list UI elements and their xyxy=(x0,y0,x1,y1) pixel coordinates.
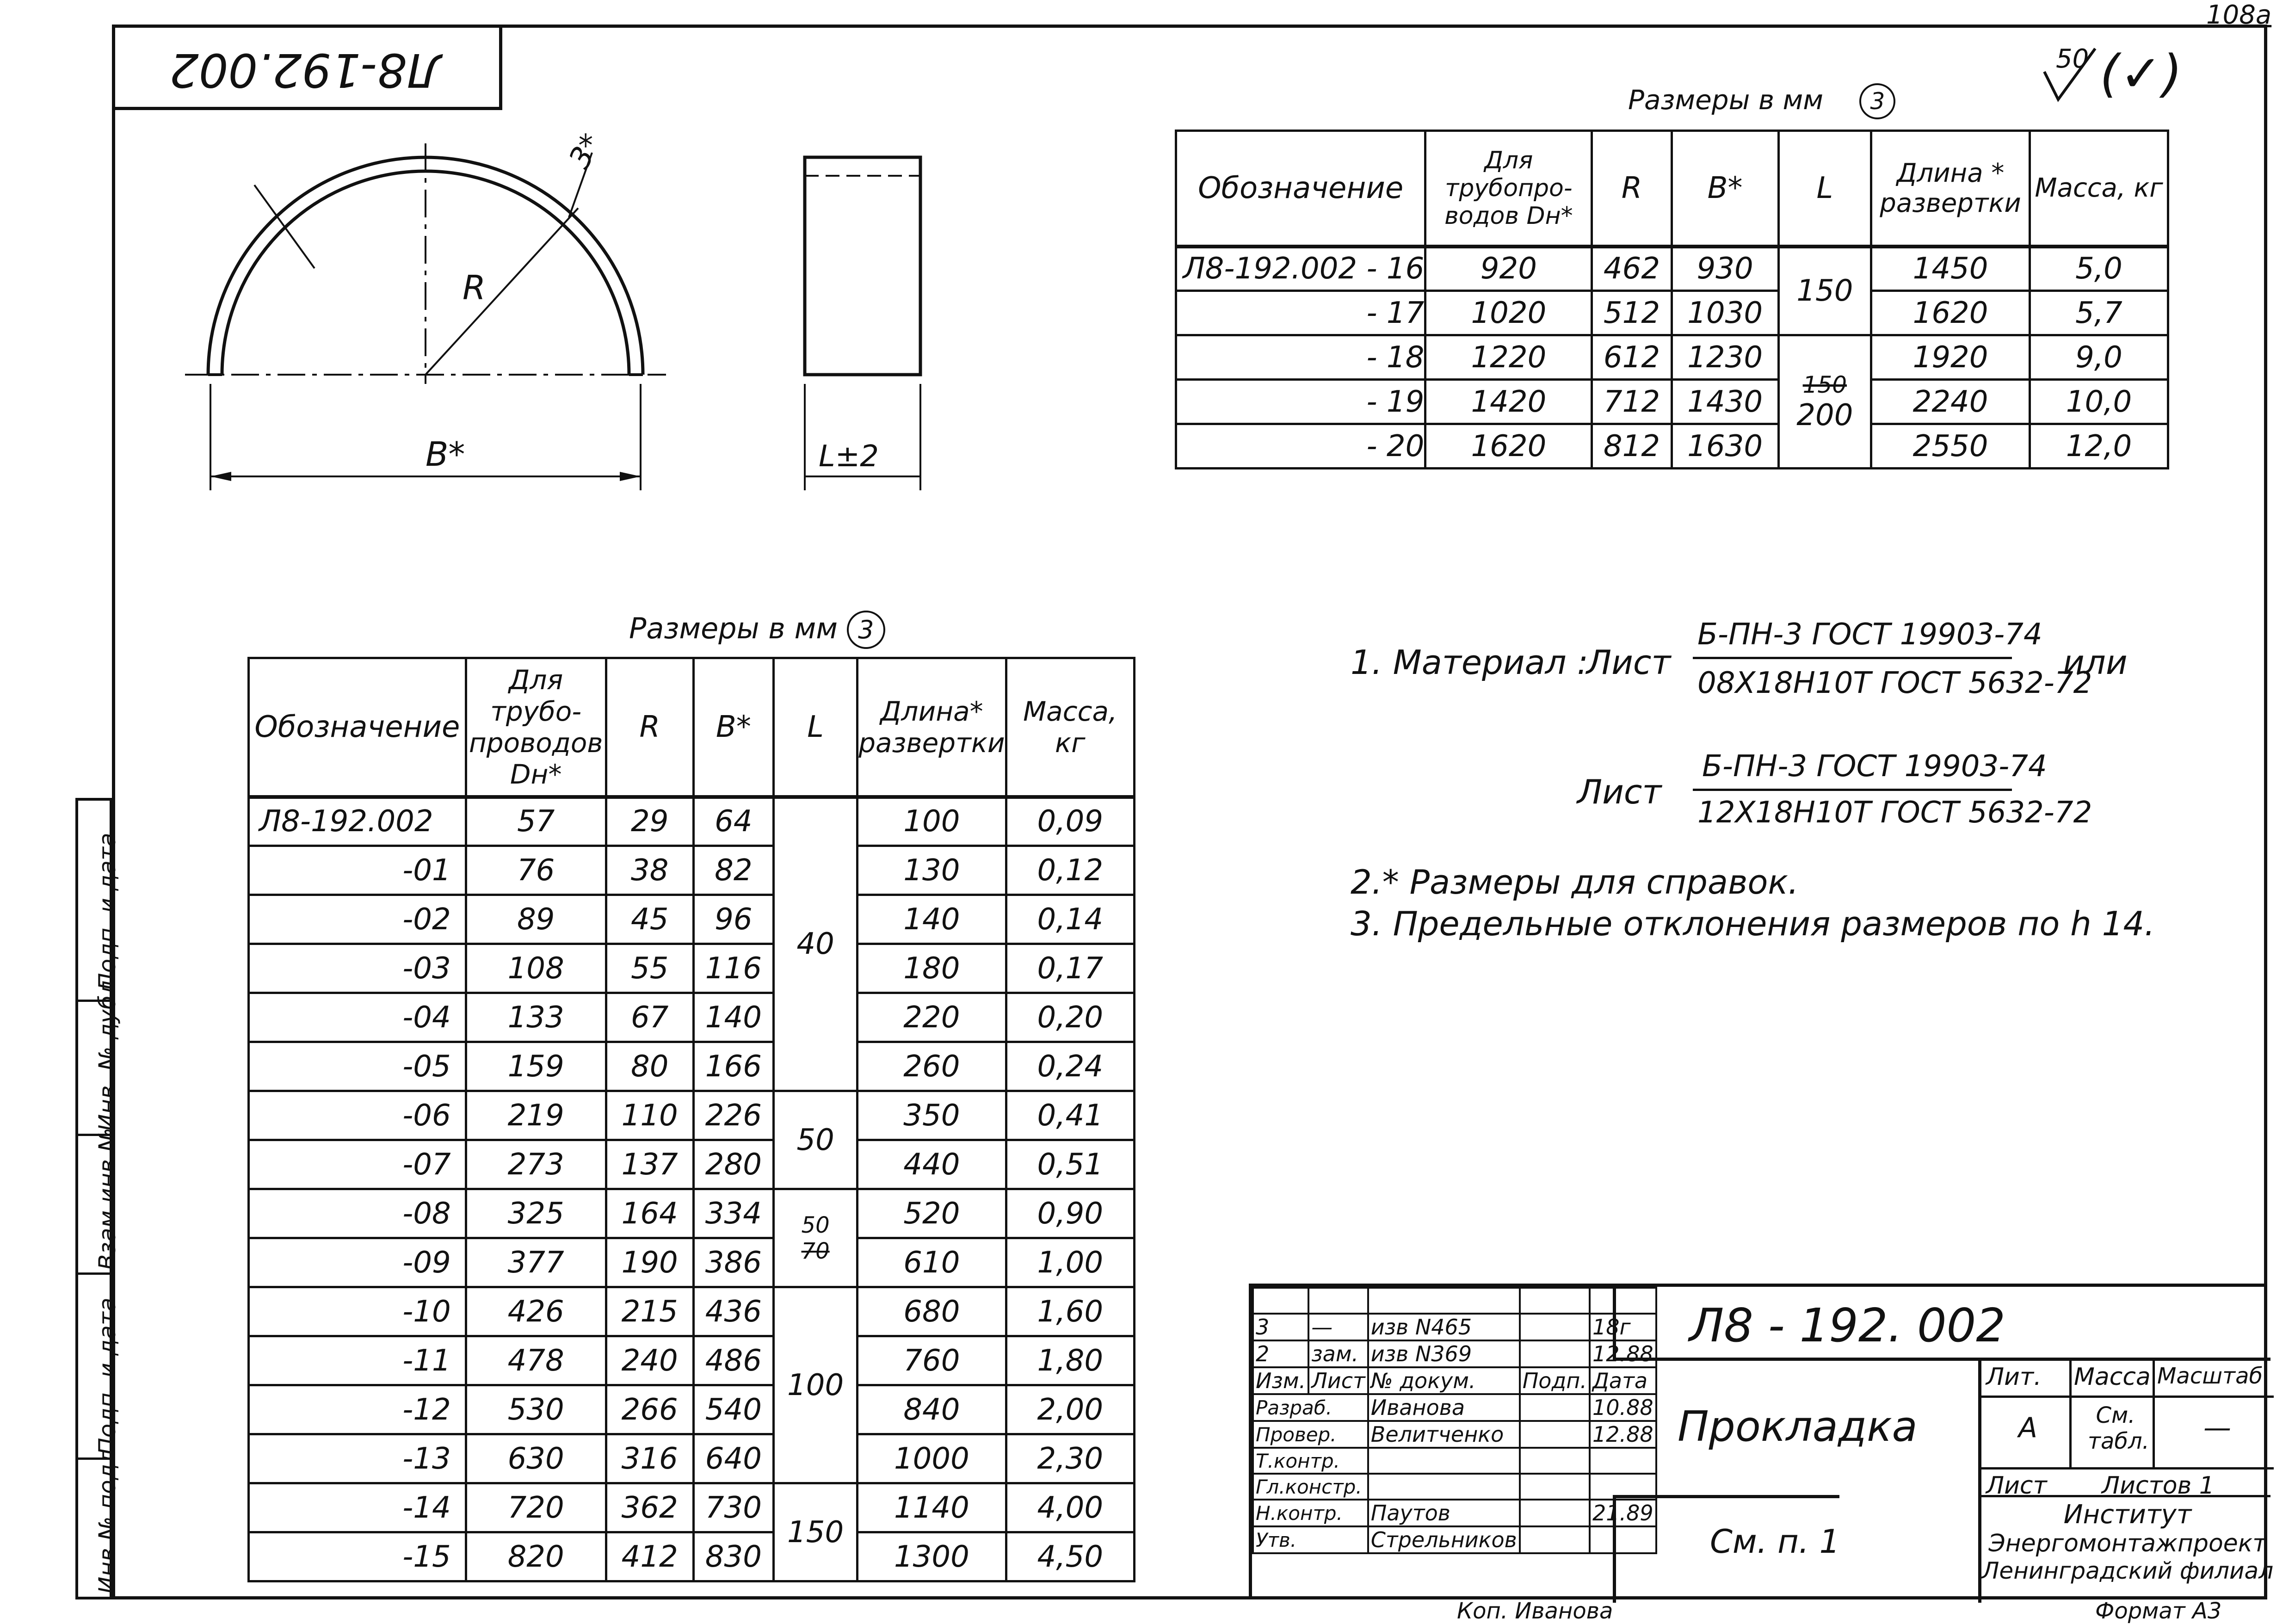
designation-cell: -07 xyxy=(249,1140,466,1189)
page-number: 108a xyxy=(2206,0,2272,30)
label-r: R xyxy=(463,268,486,307)
dn-cell: 219 xyxy=(466,1091,606,1140)
mass-cell: 0,12 xyxy=(1006,846,1134,895)
length-cell: 440 xyxy=(858,1140,1006,1189)
table-row xyxy=(249,1434,1135,1483)
b-cell: 730 xyxy=(693,1483,773,1532)
revision-cell xyxy=(1253,1288,1308,1314)
designation-cell: -12 xyxy=(249,1385,466,1434)
designation-cell: - 17 xyxy=(1176,291,1425,335)
table-top-caption xyxy=(1628,83,1895,119)
mass-value: См. табл. xyxy=(2088,1402,2149,1454)
table-main-caption xyxy=(629,611,885,649)
length-cell: 840 xyxy=(858,1385,1006,1434)
revision-cell xyxy=(1520,1448,1590,1474)
sb-text-0: Инв № подл. xyxy=(94,1441,121,1594)
title-code: Л8 - 192. 002 xyxy=(1689,1298,2005,1352)
l-cell xyxy=(774,1189,858,1287)
r-cell: 67 xyxy=(606,993,693,1042)
table-main xyxy=(247,657,1135,1582)
length-cell: 1920 xyxy=(1871,335,2030,380)
sb-text-1: Подп. и дата xyxy=(94,1297,121,1455)
table-row xyxy=(249,993,1135,1042)
note-1-prefix: 1. Материал : xyxy=(1351,643,1588,682)
b-cell: 96 xyxy=(693,895,773,944)
th-b: B* xyxy=(1672,131,1778,247)
dn-cell: 377 xyxy=(466,1238,606,1287)
r-cell: 412 xyxy=(606,1532,693,1581)
mass-cell: 12,0 xyxy=(2030,424,2168,469)
th-r: R xyxy=(1592,131,1672,247)
b-cell: 140 xyxy=(693,993,773,1042)
mass-cell: 2,30 xyxy=(1006,1434,1134,1483)
scale-value: — xyxy=(2203,1412,2231,1444)
sb-cell-5 xyxy=(78,1441,121,1596)
top-left-code: Л8-192.002 xyxy=(169,43,442,97)
lit-header: Лит. xyxy=(1986,1363,2042,1391)
l-cell: 50 xyxy=(774,1091,858,1189)
length-cell: 180 xyxy=(858,944,1006,993)
designation-cell: -01 xyxy=(249,846,466,895)
revision-cell: Изм. xyxy=(1253,1367,1308,1394)
org-line-3: Ленинградский филиал xyxy=(1981,1557,2274,1584)
table-row xyxy=(1176,291,2168,335)
dn-cell: 478 xyxy=(466,1336,606,1385)
revision-cell xyxy=(1520,1394,1590,1421)
b-cell: 166 xyxy=(693,1042,773,1091)
th-dn: Для трубопро-водов Dн* xyxy=(1425,131,1592,247)
sb-cell-3 xyxy=(78,1128,121,1272)
r-cell: 812 xyxy=(1592,424,1672,469)
revision-cell: № докум. xyxy=(1368,1367,1520,1394)
r-cell: 266 xyxy=(606,1385,693,1434)
material-1-top: Б-ПН-3 ГОСТ 19903-74 xyxy=(1697,617,2042,652)
label-l: L±2 xyxy=(819,439,879,474)
b-cell: 386 xyxy=(693,1238,773,1287)
title-name: Прокладка xyxy=(1678,1402,1918,1451)
dn-cell: 1220 xyxy=(1425,335,1592,380)
mass-cell: 10,0 xyxy=(2030,380,2168,424)
table-row xyxy=(1176,247,2168,291)
mass-cell: 9,0 xyxy=(2030,335,2168,380)
roughness-symbol xyxy=(2040,44,2202,113)
revision-cell: Т.контр. xyxy=(1253,1448,1368,1474)
revision-cell xyxy=(1520,1500,1590,1526)
length-cell: 260 xyxy=(858,1042,1006,1091)
table-row xyxy=(249,1189,1135,1238)
r-cell: 110 xyxy=(606,1091,693,1140)
scale-header: Масштаб xyxy=(2157,1363,2263,1389)
b-cell: 1230 xyxy=(1672,335,1778,380)
revision-cell: Стрельников xyxy=(1368,1526,1520,1553)
dn-cell: 76 xyxy=(466,846,606,895)
table-row xyxy=(249,1042,1135,1091)
table-row xyxy=(249,1140,1135,1189)
length-cell: 520 xyxy=(858,1189,1006,1238)
lit-v1 xyxy=(2069,1361,2072,1467)
table-row xyxy=(1176,335,2168,380)
r-cell: 362 xyxy=(606,1483,693,1532)
designation-cell: -02 xyxy=(249,895,466,944)
dn-cell: 159 xyxy=(466,1042,606,1091)
mass-cell: 1,60 xyxy=(1006,1287,1134,1336)
length-cell: 1450 xyxy=(1871,247,2030,291)
revision-cell: 12.88 xyxy=(1590,1421,1656,1448)
dn-cell: 325 xyxy=(466,1189,606,1238)
designation-cell: - 18 xyxy=(1176,335,1425,380)
dn-cell: 273 xyxy=(466,1140,606,1189)
l-cell: 100 xyxy=(774,1287,858,1483)
lit-v2 xyxy=(2153,1361,2155,1467)
mass-cell: 0,51 xyxy=(1006,1140,1134,1189)
org-line-1: Институт xyxy=(2063,1500,2192,1530)
th-length: Длина * развертки xyxy=(1871,131,2030,247)
length-cell: 680 xyxy=(858,1287,1006,1336)
revision-cell xyxy=(1520,1526,1590,1553)
copied-by: Коп. Иванова xyxy=(1457,1598,1613,1624)
revision-cell xyxy=(1520,1421,1590,1448)
designation-cell: -04 xyxy=(249,993,466,1042)
length-cell: 1620 xyxy=(1871,291,2030,335)
mass-cell: 0,41 xyxy=(1006,1091,1134,1140)
l-cell xyxy=(1778,335,1871,469)
b-cell: 1430 xyxy=(1672,380,1778,424)
top-left-code-box xyxy=(112,25,502,110)
revision-cell: Провер. xyxy=(1253,1421,1368,1448)
designation-cell: -14 xyxy=(249,1483,466,1532)
revision-row xyxy=(1253,1448,1656,1474)
th-mass: Масса, кг xyxy=(2030,131,2168,247)
note-3: 3. Предельные отклонения размеров по h 14. xyxy=(1351,904,2155,943)
revision-row-blank xyxy=(1253,1288,1656,1314)
l-cell: 150 xyxy=(1778,247,1871,335)
title-see: См. п. 1 xyxy=(1710,1523,1840,1561)
table-row xyxy=(1176,424,2168,469)
length-cell: 2240 xyxy=(1871,380,2030,424)
mass-cell: 0,90 xyxy=(1006,1189,1134,1238)
revision-cell xyxy=(1308,1288,1368,1314)
dn-cell: 630 xyxy=(466,1434,606,1483)
table-row xyxy=(249,1385,1135,1434)
mass-cell: 4,50 xyxy=(1006,1532,1134,1581)
revision-cell: Разраб. xyxy=(1253,1394,1368,1421)
org-cell xyxy=(1978,1495,2274,1603)
length-cell: 1000 xyxy=(858,1434,1006,1483)
dn-cell: 108 xyxy=(466,944,606,993)
l-value-struck: 70 xyxy=(801,1238,830,1264)
revision-cell xyxy=(1520,1314,1590,1340)
dn-cell: 920 xyxy=(1425,247,1592,291)
b-cell: 334 xyxy=(693,1189,773,1238)
designation-cell: -10 xyxy=(249,1287,466,1336)
th-l: L xyxy=(1778,131,1871,247)
revision-cell: — xyxy=(1308,1314,1368,1340)
l-cell: 40 xyxy=(774,797,858,1091)
mass-cell: 5,0 xyxy=(2030,247,2168,291)
b-cell: 540 xyxy=(693,1385,773,1434)
length-cell: 610 xyxy=(858,1238,1006,1287)
revision-cell: Подп. xyxy=(1520,1367,1590,1394)
r-cell: 316 xyxy=(606,1434,693,1483)
designation-cell: - 19 xyxy=(1176,380,1425,424)
r-cell: 29 xyxy=(606,797,693,846)
revision-row xyxy=(1253,1421,1656,1448)
revision-cell xyxy=(1368,1288,1520,1314)
designation-cell: Л8-192.002 xyxy=(249,797,466,846)
lit-hline-2 xyxy=(1981,1467,2274,1470)
length-cell: 140 xyxy=(858,895,1006,944)
l-value: 200 xyxy=(1796,398,1853,432)
revision-cell: Гл.констр. xyxy=(1253,1474,1368,1500)
revision-cell: зам. xyxy=(1308,1340,1368,1367)
length-cell: 220 xyxy=(858,993,1006,1042)
dn-cell: 89 xyxy=(466,895,606,944)
th-designation: Обозначение xyxy=(1176,131,1425,247)
roughness-value: 50 xyxy=(2056,44,2089,74)
thm-length: Длина* развертки xyxy=(858,658,1006,797)
thm-mass: Масса, кг xyxy=(1006,658,1134,797)
revision-cell: Дата xyxy=(1590,1367,1656,1394)
lit-grid xyxy=(1978,1361,2270,1500)
l-value-struck: 150 xyxy=(1802,371,1847,398)
r-cell: 55 xyxy=(606,944,693,993)
table-row xyxy=(249,1091,1135,1140)
left-sidebar xyxy=(75,798,121,1599)
thm-dn: Для трубо-проводов Dн* xyxy=(466,658,606,797)
revision-cell: изв N369 xyxy=(1368,1340,1520,1367)
dn-cell: 720 xyxy=(466,1483,606,1532)
material-1-bottom: 08Х18Н10Т ГОСТ 5632-72 xyxy=(1697,666,2092,700)
r-cell: 137 xyxy=(606,1140,693,1189)
thm-b: B* xyxy=(693,658,773,797)
table-row xyxy=(249,1532,1135,1581)
l-value: 50 xyxy=(801,1212,830,1238)
table-row xyxy=(249,1238,1135,1287)
length-cell: 350 xyxy=(858,1091,1006,1140)
revision-cell: 2 xyxy=(1253,1340,1308,1367)
b-cell: 226 xyxy=(693,1091,773,1140)
sb-text-4: Подп. и дата xyxy=(94,833,121,990)
r-cell: 240 xyxy=(606,1336,693,1385)
revision-row xyxy=(1253,1367,1656,1394)
b-cell: 116 xyxy=(693,944,773,993)
revision-cell: 3 xyxy=(1253,1314,1308,1340)
sb-text-2: Взам.инв.№ xyxy=(94,1128,121,1270)
table-row xyxy=(249,1287,1135,1336)
roughness-check: (✓) xyxy=(2100,44,2182,103)
sheet-label: Лист xyxy=(1986,1472,2047,1500)
b-cell: 640 xyxy=(693,1434,773,1483)
revision-row xyxy=(1253,1394,1656,1421)
thm-r: R xyxy=(606,658,693,797)
revision-cell: Велитченко xyxy=(1368,1421,1520,1448)
r-cell: 38 xyxy=(606,846,693,895)
length-cell: 100 xyxy=(858,797,1006,846)
table-top-caption-mark: 3 xyxy=(1859,83,1895,119)
lit-value: А xyxy=(2018,1412,2038,1444)
b-cell: 830 xyxy=(693,1532,773,1581)
l-cell: 150 xyxy=(774,1483,858,1581)
note-or: или xyxy=(2063,643,2128,682)
designation-cell: -13 xyxy=(249,1434,466,1483)
revision-cell: 10.88 xyxy=(1590,1394,1656,1421)
mass-cell: 0,14 xyxy=(1006,895,1134,944)
b-cell: 64 xyxy=(693,797,773,846)
r-cell: 462 xyxy=(1592,247,1672,291)
length-cell: 1300 xyxy=(858,1532,1006,1581)
revision-cell xyxy=(1520,1474,1590,1500)
material-2-bottom: 12Х18Н10Т ГОСТ 5632-72 xyxy=(1697,796,2092,830)
title-code-cell xyxy=(1613,1287,2270,1361)
table-row xyxy=(249,1483,1135,1532)
label-3: 3* xyxy=(562,128,609,174)
table-row xyxy=(249,797,1135,846)
material-2-top: Б-ПН-3 ГОСТ 19903-74 xyxy=(1702,749,2047,784)
designation-cell: -05 xyxy=(249,1042,466,1091)
revision-cell: 18г xyxy=(1590,1314,1656,1340)
mass-cell: 0,24 xyxy=(1006,1042,1134,1091)
b-cell: 436 xyxy=(693,1287,773,1336)
revision-cell: 21.89 xyxy=(1590,1500,1656,1526)
b-cell: 486 xyxy=(693,1336,773,1385)
title-block xyxy=(1249,1284,2274,1599)
note-2: 2.* Размеры для справок. xyxy=(1351,863,1799,902)
table-top-caption-text: Размеры в мм xyxy=(1628,84,1823,116)
r-cell: 712 xyxy=(1592,380,1672,424)
dn-cell: 426 xyxy=(466,1287,606,1336)
b-cell: 280 xyxy=(693,1140,773,1189)
sb-text-3: Инв. № дубл. xyxy=(94,973,121,1131)
r-cell: 45 xyxy=(606,895,693,944)
sb-cell-4 xyxy=(78,1272,121,1457)
designation-cell: -08 xyxy=(249,1189,466,1238)
revision-cell: Иванова xyxy=(1368,1394,1520,1421)
length-cell: 760 xyxy=(858,1336,1006,1385)
length-cell: 1140 xyxy=(858,1483,1006,1532)
dn-cell: 1020 xyxy=(1425,291,1592,335)
dn-cell: 820 xyxy=(466,1532,606,1581)
r-cell: 612 xyxy=(1592,335,1672,380)
mass-cell: 2,00 xyxy=(1006,1385,1134,1434)
revision-row xyxy=(1253,1340,1656,1367)
revision-cell: Утв. xyxy=(1253,1526,1368,1553)
r-cell: 215 xyxy=(606,1287,693,1336)
revision-row xyxy=(1253,1500,1656,1526)
b-cell: 1030 xyxy=(1672,291,1778,335)
designation-cell: Л8-192.002 - 16 xyxy=(1176,247,1425,291)
table-row xyxy=(249,895,1135,944)
dn-cell: 1620 xyxy=(1425,424,1592,469)
revision-cell xyxy=(1520,1340,1590,1367)
mass-cell: 1,80 xyxy=(1006,1336,1134,1385)
table-top xyxy=(1175,130,2169,469)
table-row xyxy=(249,846,1135,895)
sb-cell-2 xyxy=(78,973,121,1134)
mass-cell: 4,00 xyxy=(1006,1483,1134,1532)
mass-cell: 0,20 xyxy=(1006,993,1134,1042)
revision-cell: 12.88 xyxy=(1590,1340,1656,1367)
note-1b-sheet: Лист xyxy=(1577,772,1662,811)
org-line-2: Энергомонтажпроект xyxy=(1988,1530,2267,1557)
dn-cell: 530 xyxy=(466,1385,606,1434)
sb-cell-1 xyxy=(78,801,121,1000)
dn-cell: 57 xyxy=(466,797,606,846)
r-cell: 164 xyxy=(606,1189,693,1238)
revision-cell: Н.контр. xyxy=(1253,1500,1368,1526)
table-main-caption-text: Размеры в мм xyxy=(629,611,838,645)
b-cell: 82 xyxy=(693,846,773,895)
label-b: B* xyxy=(426,435,465,474)
designation-cell: -11 xyxy=(249,1336,466,1385)
mass-cell: 0,09 xyxy=(1006,797,1134,846)
revision-cell xyxy=(1368,1474,1520,1500)
thm-designation: Обозначение xyxy=(249,658,466,797)
mass-cell: 5,7 xyxy=(2030,291,2168,335)
revision-row xyxy=(1253,1314,1656,1340)
table-main-caption-mark: 3 xyxy=(847,611,885,649)
designation-cell: -15 xyxy=(249,1532,466,1581)
sheets-label: Листов 1 xyxy=(2102,1472,2215,1500)
lit-hline xyxy=(1981,1396,2274,1398)
note-1-sheet: Лист xyxy=(1586,643,1671,682)
designation-cell: -09 xyxy=(249,1238,466,1287)
length-cell: 2550 xyxy=(1871,424,2030,469)
revision-row xyxy=(1253,1526,1656,1553)
format-label: Формат А3 xyxy=(2095,1598,2222,1624)
table-row xyxy=(249,944,1135,993)
revision-table xyxy=(1252,1287,1657,1554)
revision-cell: Лист xyxy=(1308,1367,1368,1394)
b-cell: 930 xyxy=(1672,247,1778,291)
revision-cell: Паутов xyxy=(1368,1500,1520,1526)
dn-cell: 133 xyxy=(466,993,606,1042)
revision-row xyxy=(1253,1474,1656,1500)
table-row xyxy=(1176,380,2168,424)
mass-header: Масса xyxy=(2074,1363,2151,1391)
revision-cell xyxy=(1368,1448,1520,1474)
length-cell: 130 xyxy=(858,846,1006,895)
r-cell: 190 xyxy=(606,1238,693,1287)
dn-cell: 1420 xyxy=(1425,380,1592,424)
r-cell: 512 xyxy=(1592,291,1672,335)
fraction-line-2 xyxy=(1693,789,2012,791)
r-cell: 80 xyxy=(606,1042,693,1091)
designation-cell: - 20 xyxy=(1176,424,1425,469)
thm-l: L xyxy=(774,658,858,797)
designation-cell: -03 xyxy=(249,944,466,993)
b-cell: 1630 xyxy=(1672,424,1778,469)
table-row xyxy=(249,1336,1135,1385)
fraction-line-1 xyxy=(1693,657,2012,659)
designation-cell: -06 xyxy=(249,1091,466,1140)
revision-cell: изв N465 xyxy=(1368,1314,1520,1340)
mass-cell: 0,17 xyxy=(1006,944,1134,993)
revision-cell xyxy=(1520,1288,1590,1314)
revision-cell xyxy=(1590,1448,1656,1474)
mass-cell: 1,00 xyxy=(1006,1238,1134,1287)
